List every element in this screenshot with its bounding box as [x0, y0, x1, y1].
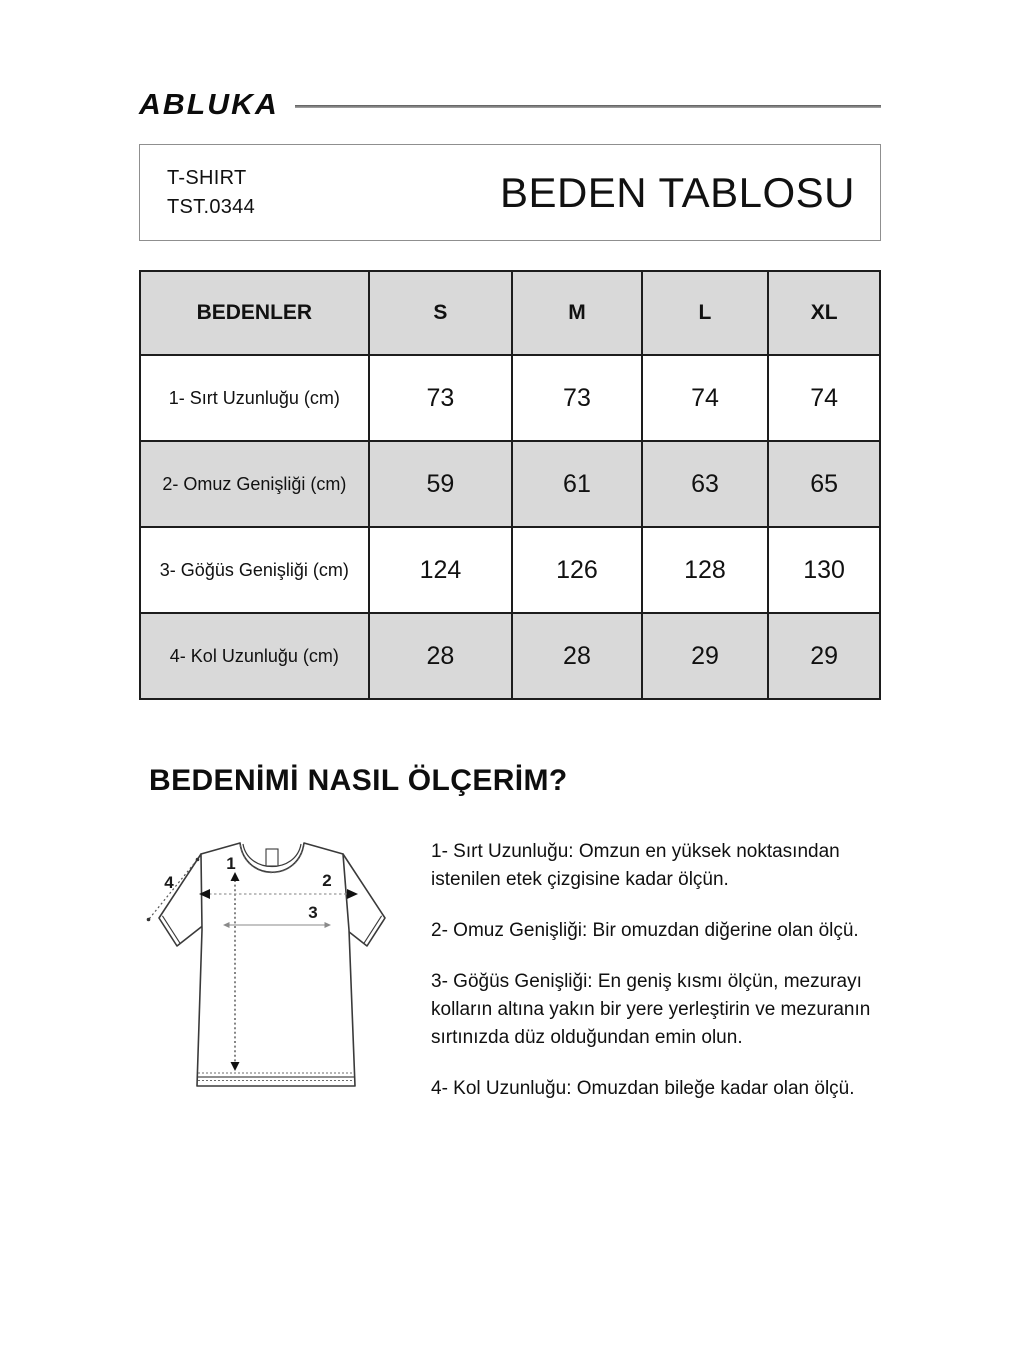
brand-header	[139, 88, 881, 122]
instruction-back-length: 1- Sırt Uzunluğu: Omzun en yüksek noktasından istenilen etek çizgisine kadar ölçün.	[431, 841, 840, 890]
table-row	[140, 441, 880, 527]
cell-value: 124	[369, 527, 513, 613]
row-label: 3- Göğüs Genişliği (cm)	[140, 527, 369, 613]
cell-value: 28	[512, 613, 642, 699]
diagram-label-3: 3	[308, 903, 318, 922]
how-to-measure-heading: BEDENİMİ NASIL ÖLÇERİM?	[149, 764, 568, 797]
measure-4-end-dot	[147, 918, 151, 922]
size-table-header-row	[140, 271, 880, 355]
size-chart-page	[139, 0, 881, 1103]
instruction-shoulder-width: 2- Omuz Genişliği: Bir omuzdan diğerine olan ölçü.	[431, 920, 859, 941]
column-header-bedenler: BEDENLER	[140, 271, 369, 355]
row-label: 2- Omuz Genişliği (cm)	[140, 441, 369, 527]
cell-value: 29	[768, 613, 880, 699]
product-code: TST.0344	[167, 195, 256, 218]
measurement-instructions	[431, 830, 881, 1103]
tshirt-diagram-svg	[139, 830, 431, 1102]
title-box	[139, 144, 881, 241]
column-header-s: S	[369, 271, 513, 355]
cell-value: 128	[642, 527, 769, 613]
cell-value: 126	[512, 527, 642, 613]
table-row	[140, 355, 880, 441]
tshirt-left-sleeve	[159, 854, 205, 946]
tshirt-measurement-diagram	[139, 830, 431, 1102]
column-header-l: L	[642, 271, 769, 355]
brand-logo: ABLUKA	[139, 88, 279, 121]
measure-4-end-dot	[196, 858, 200, 862]
table-row	[140, 527, 880, 613]
cell-value: 29	[642, 613, 769, 699]
cell-value: 59	[369, 441, 513, 527]
header-divider-line	[295, 105, 881, 108]
page-title: BEDEN TABLOSU	[499, 168, 855, 216]
size-table	[139, 270, 881, 700]
diagram-label-1: 1	[226, 854, 236, 873]
instruction-sleeve-length: 4- Kol Uzunluğu: Omuzdan bileğe kadar olan ölçü.	[431, 1078, 855, 1099]
collar-tag	[266, 849, 278, 866]
row-label: 1- Sırt Uzunluğu (cm)	[140, 355, 369, 441]
cell-value: 65	[768, 441, 880, 527]
cell-value: 73	[512, 355, 642, 441]
cell-value: 73	[369, 355, 513, 441]
row-label: 4- Kol Uzunluğu (cm)	[140, 613, 369, 699]
product-type: T-SHIRT	[167, 166, 247, 189]
cell-value: 61	[512, 441, 642, 527]
cell-value: 130	[768, 527, 880, 613]
column-header-xl: XL	[768, 271, 880, 355]
cell-value: 74	[768, 355, 880, 441]
cell-value: 28	[369, 613, 513, 699]
product-meta	[167, 164, 255, 222]
table-row	[140, 613, 880, 699]
cell-value: 63	[642, 441, 769, 527]
how-to-measure-section	[139, 830, 881, 1103]
column-header-m: M	[512, 271, 642, 355]
cell-value: 74	[642, 355, 769, 441]
diagram-label-4: 4	[164, 873, 174, 892]
diagram-label-2: 2	[322, 871, 332, 890]
instruction-chest-width: 3- Göğüs Genişliği: En geniş kısmı ölçün, mezurayı kolların altına yakın bir yere yerleştirin ve mezuranın sırtınızda düz olduğundan emin olun.	[431, 971, 871, 1048]
